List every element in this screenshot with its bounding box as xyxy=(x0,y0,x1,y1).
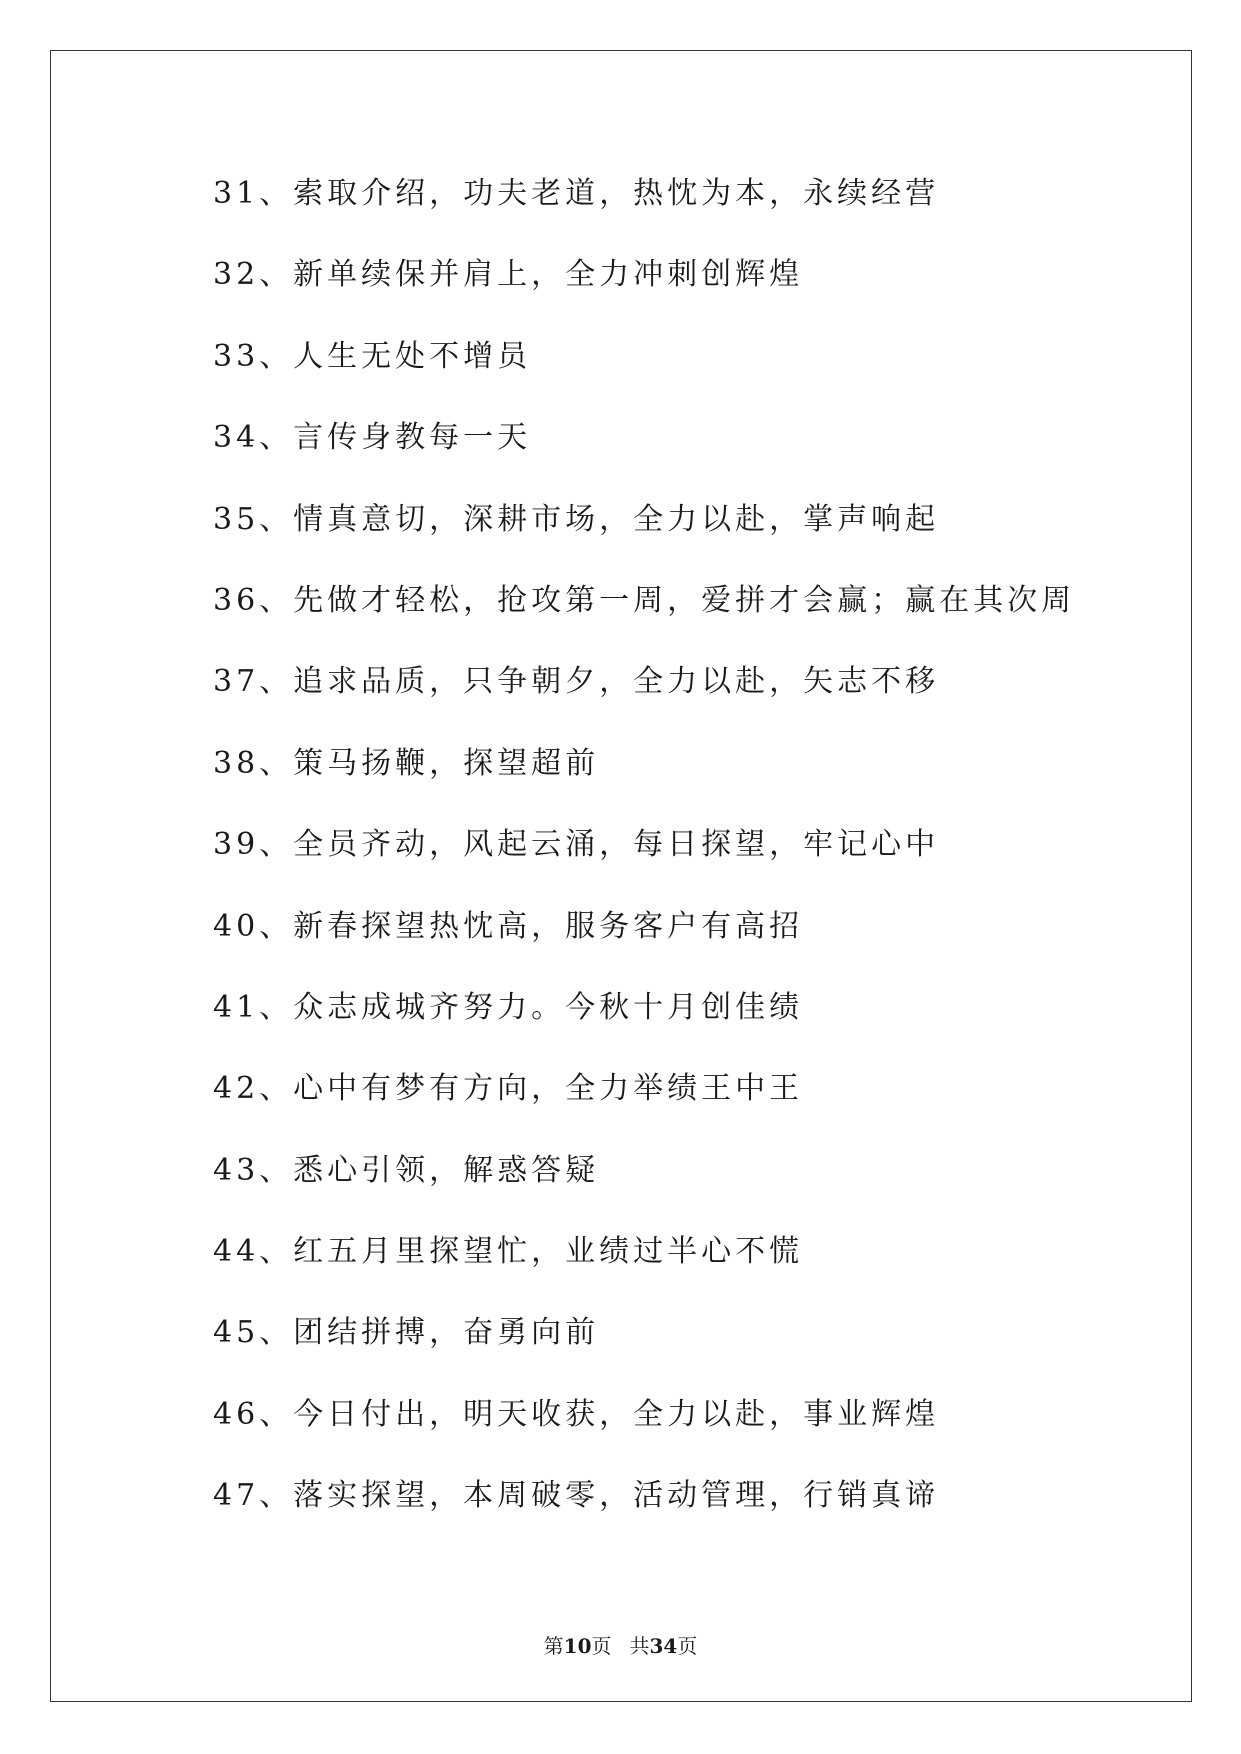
slogan-list xyxy=(213,166,1075,1550)
list-item: 45、团结拼搏，奋勇向前 xyxy=(213,1315,600,1351)
list-item: 38、策马扬鞭，探望超前 xyxy=(213,745,600,781)
list-item: 39、全员齐动，风起云涌，每日探望，牢记心中 xyxy=(213,827,940,863)
list-item: 34、言传身教每一天 xyxy=(213,420,532,456)
page-prefix: 第 xyxy=(543,1634,564,1658)
list-item: 35、情真意切，深耕市场，全力以赴，掌声响起 xyxy=(213,501,940,537)
page-footer xyxy=(0,1632,1241,1660)
list-item: 32、新单续保并肩上，全力冲刺创辉煌 xyxy=(213,257,804,293)
list-item: 43、悉心引领，解惑答疑 xyxy=(213,1152,600,1188)
list-item: 33、人生无处不增员 xyxy=(213,338,532,374)
list-item: 31、索取介绍，功夫老道，热忱为本，永续经营 xyxy=(213,176,940,211)
page-current: 10 xyxy=(563,1634,592,1658)
list-item: 42、心中有梦有方向，全力举绩王中王 xyxy=(213,1071,804,1107)
list-item: 36、先做才轻松，抢攻第一周，爱拼才会赢；赢在其次周 xyxy=(213,582,1076,618)
total-suffix: 页 xyxy=(677,1634,698,1658)
total-prefix: 共 xyxy=(629,1634,650,1658)
list-item: 44、红五月里探望忙，业绩过半心不慌 xyxy=(213,1234,804,1270)
list-item: 37、追求品质，只争朝夕，全力以赴，矢志不移 xyxy=(213,664,940,700)
list-item: 40、新春探望热忱高，服务客户有高招 xyxy=(213,908,804,944)
list-item: 46、今日付出，明天收获，全力以赴，事业辉煌 xyxy=(213,1396,940,1432)
page-total: 34 xyxy=(649,1634,678,1658)
page-suffix: 页 xyxy=(591,1634,612,1658)
list-item: 41、众志成城齐努力。今秋十月创佳绩 xyxy=(213,989,804,1025)
list-item: 47、落实探望，本周破零，活动管理，行销真谛 xyxy=(213,1478,940,1514)
